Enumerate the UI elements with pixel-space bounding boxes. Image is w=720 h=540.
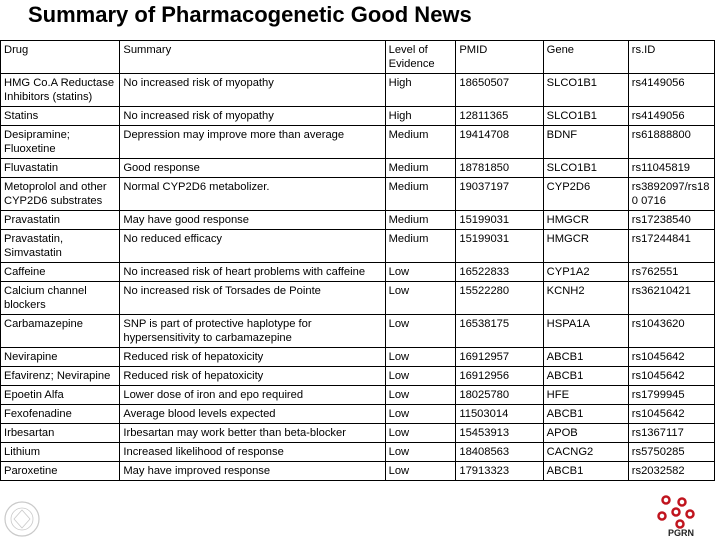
table-row xyxy=(1,178,715,211)
cell-drug: Calcium channel blockers xyxy=(1,282,120,315)
cell-pmid: 15199031 xyxy=(456,211,543,230)
cell-gene: ABCB1 xyxy=(543,348,628,367)
cell-rsid: rs17244841 xyxy=(628,230,714,263)
cell-pmid: 18025780 xyxy=(456,386,543,405)
cell-level: Low xyxy=(385,367,456,386)
cell-gene: CACNG2 xyxy=(543,443,628,462)
cell-summary: Increased likelihood of response xyxy=(120,443,385,462)
cell-level: Low xyxy=(385,282,456,315)
table-row xyxy=(1,367,715,386)
cell-level: Medium xyxy=(385,159,456,178)
cell-gene: ABCB1 xyxy=(543,367,628,386)
cell-summary: Lower dose of iron and epo required xyxy=(120,386,385,405)
cell-rsid: rs1799945 xyxy=(628,386,714,405)
cell-gene: SLCO1B1 xyxy=(543,159,628,178)
cell-summary: Average blood levels expected xyxy=(120,405,385,424)
cell-level: Low xyxy=(385,405,456,424)
cell-gene: CYP1A2 xyxy=(543,263,628,282)
cell-pmid: 18408563 xyxy=(456,443,543,462)
cell-drug: Efavirenz; Nevirapine xyxy=(1,367,120,386)
column-header-rsid: rs.ID xyxy=(628,41,714,74)
cell-drug: Nevirapine xyxy=(1,348,120,367)
cell-drug: Fluvastatin xyxy=(1,159,120,178)
cell-gene: HSPA1A xyxy=(543,315,628,348)
column-header-level-of-evidence: Level of Evidence xyxy=(385,41,456,74)
cell-gene: ABCB1 xyxy=(543,462,628,481)
table-row xyxy=(1,443,715,462)
cell-summary: Normal CYP2D6 metabolizer. xyxy=(120,178,385,211)
cell-level: High xyxy=(385,74,456,107)
table-row xyxy=(1,126,715,159)
cell-gene: BDNF xyxy=(543,126,628,159)
cell-rsid: rs1045642 xyxy=(628,405,714,424)
cell-gene: CYP2D6 xyxy=(543,178,628,211)
cell-drug: Irbesartan xyxy=(1,424,120,443)
cell-pmid: 15199031 xyxy=(456,230,543,263)
cell-gene: ABCB1 xyxy=(543,405,628,424)
cell-level: Low xyxy=(385,424,456,443)
cell-drug: Caffeine xyxy=(1,263,120,282)
cell-rsid: rs762551 xyxy=(628,263,714,282)
cell-gene: SLCO1B1 xyxy=(543,74,628,107)
cell-summary: May have good response xyxy=(120,211,385,230)
column-header-pmid: PMID xyxy=(456,41,543,74)
cell-rsid: rs4149056 xyxy=(628,107,714,126)
table-header-row xyxy=(1,41,715,74)
cell-drug: Lithium xyxy=(1,443,120,462)
table-body xyxy=(1,74,715,481)
cell-rsid: rs4149056 xyxy=(628,74,714,107)
cell-summary: Reduced risk of hepatoxicity xyxy=(120,348,385,367)
table-row xyxy=(1,230,715,263)
cell-pmid: 16912957 xyxy=(456,348,543,367)
cell-summary: No increased risk of Torsades de Pointe xyxy=(120,282,385,315)
summary-table xyxy=(0,40,715,481)
cell-summary: Depression may improve more than average xyxy=(120,126,385,159)
table-row xyxy=(1,107,715,126)
cell-rsid: rs3892097/rs180 0716 xyxy=(628,178,714,211)
page-title: Summary of Pharmacogenetic Good News xyxy=(28,2,472,27)
cell-level: Low xyxy=(385,386,456,405)
cell-level: Low xyxy=(385,462,456,481)
cell-gene: APOB xyxy=(543,424,628,443)
cell-pmid: 12811365 xyxy=(456,107,543,126)
cell-level: Low xyxy=(385,348,456,367)
table-row xyxy=(1,386,715,405)
cell-gene: HMGCR xyxy=(543,211,628,230)
cell-pmid: 16538175 xyxy=(456,315,543,348)
table-row xyxy=(1,424,715,443)
cell-rsid: rs36210421 xyxy=(628,282,714,315)
cell-pmid: 19414708 xyxy=(456,126,543,159)
cell-rsid: rs61888800 xyxy=(628,126,714,159)
table-row xyxy=(1,462,715,481)
cell-pmid: 18650507 xyxy=(456,74,543,107)
cell-pmid: 17913323 xyxy=(456,462,543,481)
cell-rsid: rs1045642 xyxy=(628,348,714,367)
column-header-summary: Summary xyxy=(120,41,385,74)
cell-summary: No increased risk of heart problems with caffeine xyxy=(120,263,385,282)
column-header-gene: Gene xyxy=(543,41,628,74)
cell-rsid: rs11045819 xyxy=(628,159,714,178)
cell-level: High xyxy=(385,107,456,126)
cell-drug: Pravastatin xyxy=(1,211,120,230)
cell-summary: No reduced efficacy xyxy=(120,230,385,263)
cell-summary: No increased risk of myopathy xyxy=(120,107,385,126)
cell-level: Low xyxy=(385,263,456,282)
cell-pmid: 18781850 xyxy=(456,159,543,178)
cell-rsid: rs1045642 xyxy=(628,367,714,386)
cell-level: Medium xyxy=(385,211,456,230)
cell-gene: KCNH2 xyxy=(543,282,628,315)
table-row xyxy=(1,159,715,178)
seal-watermark-icon xyxy=(2,500,42,538)
cell-summary: SNP is part of protective haplotype for hypersensitivity to carbamazepine xyxy=(120,315,385,348)
cell-level: Low xyxy=(385,315,456,348)
cell-pmid: 19037197 xyxy=(456,178,543,211)
cell-level: Medium xyxy=(385,230,456,263)
cell-drug: Pravastatin, Simvastatin xyxy=(1,230,120,263)
table-row xyxy=(1,348,715,367)
cell-level: Medium xyxy=(385,178,456,211)
cell-drug: Epoetin Alfa xyxy=(1,386,120,405)
cell-summary: Good response xyxy=(120,159,385,178)
cell-level: Low xyxy=(385,443,456,462)
cell-pmid: 15522280 xyxy=(456,282,543,315)
cell-gene: SLCO1B1 xyxy=(543,107,628,126)
cell-drug: Statins xyxy=(1,107,120,126)
cell-rsid: rs2032582 xyxy=(628,462,714,481)
cell-drug: Desipramine; Fluoxetine xyxy=(1,126,120,159)
cell-gene: HFE xyxy=(543,386,628,405)
cell-summary: May have improved response xyxy=(120,462,385,481)
table-row xyxy=(1,211,715,230)
table-row xyxy=(1,74,715,107)
cell-summary: No increased risk of myopathy xyxy=(120,74,385,107)
cell-pmid: 11503014 xyxy=(456,405,543,424)
cell-rsid: rs1043620 xyxy=(628,315,714,348)
cell-drug: Metoprolol and other CYP2D6 substrates xyxy=(1,178,120,211)
table-row xyxy=(1,263,715,282)
cell-pmid: 16912956 xyxy=(456,367,543,386)
cell-drug: Paroxetine xyxy=(1,462,120,481)
cell-drug: HMG Co.A Reductase Inhibitors (statins) xyxy=(1,74,120,107)
table-row xyxy=(1,282,715,315)
table-row xyxy=(1,315,715,348)
cell-summary: Irbesartan may work better than beta-blocker xyxy=(120,424,385,443)
cell-pmid: 15453913 xyxy=(456,424,543,443)
cell-rsid: rs1367117 xyxy=(628,424,714,443)
cell-rsid: rs17238540 xyxy=(628,211,714,230)
cell-level: Medium xyxy=(385,126,456,159)
column-header-drug: Drug xyxy=(1,41,120,74)
cell-summary: Reduced risk of hepatoxicity xyxy=(120,367,385,386)
cell-drug: Carbamazepine xyxy=(1,315,120,348)
cell-drug: Fexofenadine xyxy=(1,405,120,424)
cell-rsid: rs5750285 xyxy=(628,443,714,462)
pgrn-logo-text: PGRN xyxy=(668,528,695,538)
cell-gene: HMGCR xyxy=(543,230,628,263)
table-row xyxy=(1,405,715,424)
cell-pmid: 16522833 xyxy=(456,263,543,282)
